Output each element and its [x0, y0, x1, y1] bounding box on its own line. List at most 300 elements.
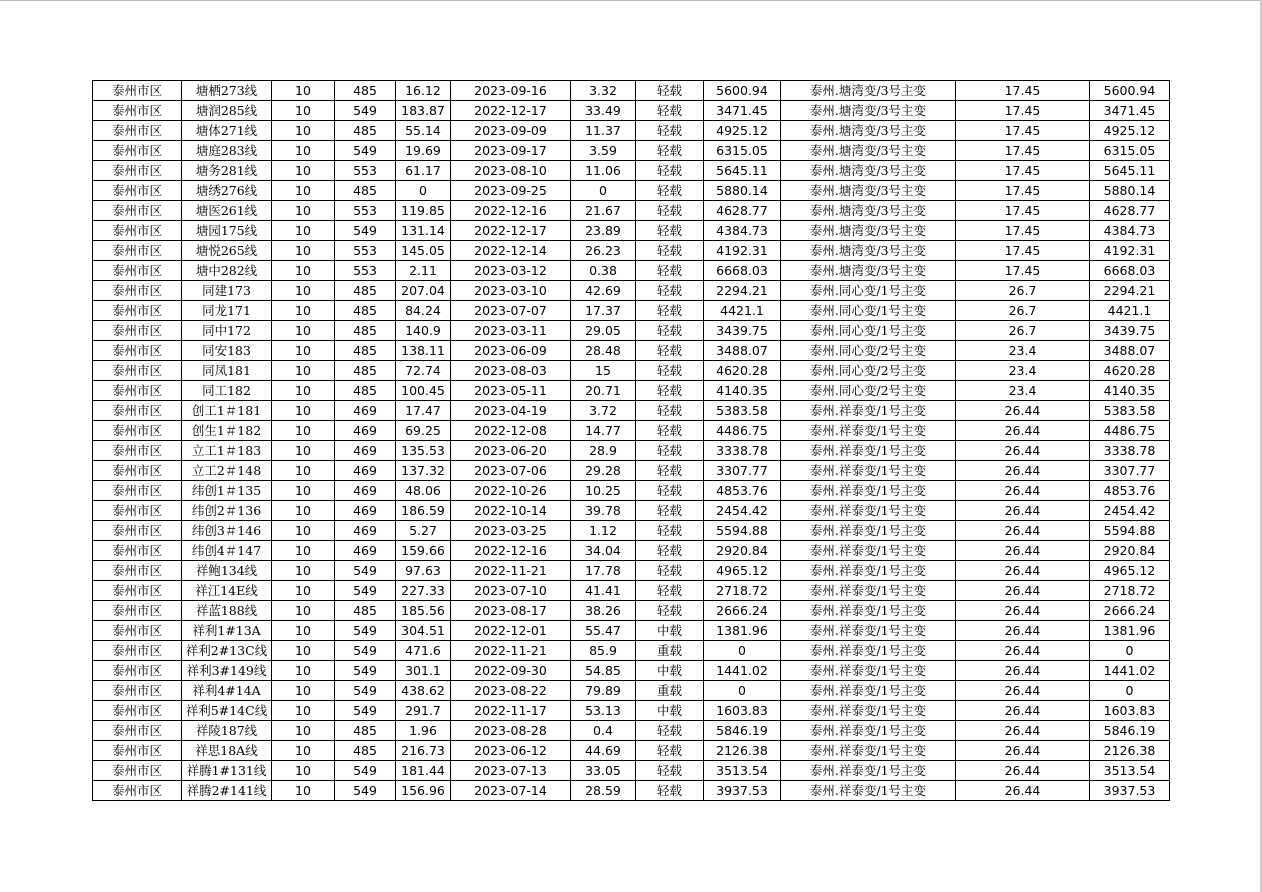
date-cell: 2023-09-16 [451, 81, 571, 101]
substation-cell: 泰州.塘湾变/3号主变 [781, 141, 956, 161]
load-status-cell: 轻载 [636, 241, 704, 261]
substation-cell: 泰州.同心变/2号主变 [781, 381, 956, 401]
available-capacity-cell: 5594.88 [704, 521, 781, 541]
table-row [93, 501, 1170, 521]
load-rate-cell: 10.25 [571, 481, 636, 501]
transformer-load-cell: 17.45 [956, 121, 1090, 141]
max-current-cell: 55.14 [396, 121, 451, 141]
transformer-load-cell: 26.44 [956, 621, 1090, 641]
area-cell: 泰州市区 [93, 521, 182, 541]
load-rate-cell: 33.49 [571, 101, 636, 121]
available-capacity-cell: 3937.53 [704, 781, 781, 801]
date-cell: 2023-07-14 [451, 781, 571, 801]
capacity-cell: 4192.31 [1090, 241, 1170, 261]
transformer-load-cell: 23.4 [956, 361, 1090, 381]
voltage-cell: 10 [272, 661, 335, 681]
max-current-cell: 5.27 [396, 521, 451, 541]
available-capacity-cell: 0 [704, 641, 781, 661]
transformer-load-cell: 23.4 [956, 381, 1090, 401]
capacity-cell: 6315.05 [1090, 141, 1170, 161]
line-name-cell: 立工1＃183 [182, 441, 272, 461]
date-cell: 2023-09-17 [451, 141, 571, 161]
load-status-cell: 轻载 [636, 261, 704, 281]
load-status-cell: 轻载 [636, 81, 704, 101]
transformer-load-cell: 26.7 [956, 281, 1090, 301]
area-cell: 泰州市区 [93, 621, 182, 641]
voltage-cell: 10 [272, 781, 335, 801]
transformer-load-cell: 26.44 [956, 561, 1090, 581]
capacity-cell: 1603.83 [1090, 701, 1170, 721]
load-rate-cell: 3.59 [571, 141, 636, 161]
table-row [93, 321, 1170, 341]
load-rate-cell: 17.37 [571, 301, 636, 321]
table-row [93, 541, 1170, 561]
load-rate-cell: 41.41 [571, 581, 636, 601]
transformer-load-cell: 17.45 [956, 101, 1090, 121]
date-cell: 2023-03-11 [451, 321, 571, 341]
available-capacity-cell: 4192.31 [704, 241, 781, 261]
load-rate-cell: 0.38 [571, 261, 636, 281]
voltage-cell: 10 [272, 381, 335, 401]
max-current-cell: 140.9 [396, 321, 451, 341]
capacity-cell: 1441.02 [1090, 661, 1170, 681]
load-rate-cell: 42.69 [571, 281, 636, 301]
substation-cell: 泰州.祥泰变/1号主变 [781, 461, 956, 481]
line-name-cell: 塘医261线 [182, 201, 272, 221]
transformer-load-cell: 17.45 [956, 141, 1090, 161]
table-row [93, 601, 1170, 621]
available-capacity-cell: 4628.77 [704, 201, 781, 221]
line-name-cell: 同工182 [182, 381, 272, 401]
load-status-cell: 轻载 [636, 581, 704, 601]
rated-current-cell: 553 [335, 161, 396, 181]
table-row [93, 521, 1170, 541]
capacity-cell: 4925.12 [1090, 121, 1170, 141]
rated-current-cell: 485 [335, 361, 396, 381]
capacity-cell: 5600.94 [1090, 81, 1170, 101]
substation-cell: 泰州.塘湾变/3号主变 [781, 101, 956, 121]
max-current-cell: 185.56 [396, 601, 451, 621]
load-rate-cell: 20.71 [571, 381, 636, 401]
load-rate-cell: 29.05 [571, 321, 636, 341]
max-current-cell: 181.44 [396, 761, 451, 781]
substation-cell: 泰州.祥泰变/1号主变 [781, 541, 956, 561]
table-row [93, 581, 1170, 601]
substation-cell: 泰州.祥泰变/1号主变 [781, 601, 956, 621]
load-rate-cell: 44.69 [571, 741, 636, 761]
load-status-cell: 轻载 [636, 761, 704, 781]
date-cell: 2023-03-10 [451, 281, 571, 301]
table-row [93, 421, 1170, 441]
rated-current-cell: 469 [335, 401, 396, 421]
substation-cell: 泰州.祥泰变/1号主变 [781, 641, 956, 661]
line-name-cell: 祥江14E线 [182, 581, 272, 601]
available-capacity-cell: 3338.78 [704, 441, 781, 461]
load-status-cell: 轻载 [636, 201, 704, 221]
max-current-cell: 159.66 [396, 541, 451, 561]
date-cell: 2022-10-14 [451, 501, 571, 521]
feeder-load-table [92, 80, 1170, 801]
table-row [93, 361, 1170, 381]
substation-cell: 泰州.塘湾变/3号主变 [781, 181, 956, 201]
load-rate-cell: 3.32 [571, 81, 636, 101]
available-capacity-cell: 1381.96 [704, 621, 781, 641]
max-current-cell: 0 [396, 181, 451, 201]
transformer-load-cell: 17.45 [956, 81, 1090, 101]
max-current-cell: 84.24 [396, 301, 451, 321]
available-capacity-cell: 3471.45 [704, 101, 781, 121]
capacity-cell: 4486.75 [1090, 421, 1170, 441]
line-name-cell: 祥利1#13A [182, 621, 272, 641]
rated-current-cell: 553 [335, 261, 396, 281]
rated-current-cell: 485 [335, 121, 396, 141]
max-current-cell: 61.17 [396, 161, 451, 181]
table-row [93, 141, 1170, 161]
rated-current-cell: 469 [335, 521, 396, 541]
max-current-cell: 2.11 [396, 261, 451, 281]
voltage-cell: 10 [272, 541, 335, 561]
load-rate-cell: 21.67 [571, 201, 636, 221]
date-cell: 2022-11-17 [451, 701, 571, 721]
rated-current-cell: 469 [335, 461, 396, 481]
substation-cell: 泰州.塘湾变/3号主变 [781, 201, 956, 221]
line-name-cell: 创工1＃181 [182, 401, 272, 421]
load-status-cell: 中载 [636, 701, 704, 721]
area-cell: 泰州市区 [93, 181, 182, 201]
max-current-cell: 227.33 [396, 581, 451, 601]
area-cell: 泰州市区 [93, 281, 182, 301]
available-capacity-cell: 3488.07 [704, 341, 781, 361]
substation-cell: 泰州.祥泰变/1号主变 [781, 621, 956, 641]
table-row [93, 241, 1170, 261]
max-current-cell: 131.14 [396, 221, 451, 241]
substation-cell: 泰州.同心变/2号主变 [781, 341, 956, 361]
load-rate-cell: 29.28 [571, 461, 636, 481]
area-cell: 泰州市区 [93, 661, 182, 681]
load-status-cell: 轻载 [636, 721, 704, 741]
date-cell: 2022-11-21 [451, 561, 571, 581]
available-capacity-cell: 2126.38 [704, 741, 781, 761]
available-capacity-cell: 2920.84 [704, 541, 781, 561]
date-cell: 2022-12-14 [451, 241, 571, 261]
voltage-cell: 10 [272, 281, 335, 301]
line-name-cell: 祥鲍134线 [182, 561, 272, 581]
line-name-cell: 塘栖273线 [182, 81, 272, 101]
capacity-cell: 5594.88 [1090, 521, 1170, 541]
voltage-cell: 10 [272, 701, 335, 721]
max-current-cell: 291.7 [396, 701, 451, 721]
transformer-load-cell: 17.45 [956, 181, 1090, 201]
rated-current-cell: 549 [335, 221, 396, 241]
max-current-cell: 1.96 [396, 721, 451, 741]
date-cell: 2023-07-07 [451, 301, 571, 321]
substation-cell: 泰州.同心变/1号主变 [781, 281, 956, 301]
available-capacity-cell: 4140.35 [704, 381, 781, 401]
max-current-cell: 304.51 [396, 621, 451, 641]
load-status-cell: 轻载 [636, 441, 704, 461]
date-cell: 2022-09-30 [451, 661, 571, 681]
load-status-cell: 轻载 [636, 221, 704, 241]
max-current-cell: 48.06 [396, 481, 451, 501]
capacity-cell: 3937.53 [1090, 781, 1170, 801]
line-name-cell: 塘中282线 [182, 261, 272, 281]
transformer-load-cell: 26.44 [956, 761, 1090, 781]
load-status-cell: 轻载 [636, 101, 704, 121]
voltage-cell: 10 [272, 621, 335, 641]
voltage-cell: 10 [272, 761, 335, 781]
date-cell: 2023-08-17 [451, 601, 571, 621]
voltage-cell: 10 [272, 181, 335, 201]
voltage-cell: 10 [272, 521, 335, 541]
area-cell: 泰州市区 [93, 361, 182, 381]
line-name-cell: 塘庭283线 [182, 141, 272, 161]
line-name-cell: 纬创4＃147 [182, 541, 272, 561]
area-cell: 泰州市区 [93, 641, 182, 661]
rated-current-cell: 549 [335, 781, 396, 801]
line-name-cell: 同龙171 [182, 301, 272, 321]
substation-cell: 泰州.同心变/2号主变 [781, 361, 956, 381]
voltage-cell: 10 [272, 721, 335, 741]
load-status-cell: 轻载 [636, 781, 704, 801]
rated-current-cell: 485 [335, 301, 396, 321]
transformer-load-cell: 17.45 [956, 261, 1090, 281]
voltage-cell: 10 [272, 261, 335, 281]
capacity-cell: 5880.14 [1090, 181, 1170, 201]
load-rate-cell: 0 [571, 181, 636, 201]
rated-current-cell: 553 [335, 241, 396, 261]
area-cell: 泰州市区 [93, 421, 182, 441]
transformer-load-cell: 17.45 [956, 241, 1090, 261]
load-status-cell: 轻载 [636, 341, 704, 361]
line-name-cell: 创生1＃182 [182, 421, 272, 441]
area-cell: 泰州市区 [93, 261, 182, 281]
area-cell: 泰州市区 [93, 141, 182, 161]
date-cell: 2023-08-22 [451, 681, 571, 701]
substation-cell: 泰州.祥泰变/1号主变 [781, 401, 956, 421]
substation-cell: 泰州.同心变/1号主变 [781, 301, 956, 321]
available-capacity-cell: 4965.12 [704, 561, 781, 581]
rated-current-cell: 485 [335, 721, 396, 741]
substation-cell: 泰州.祥泰变/1号主变 [781, 521, 956, 541]
rated-current-cell: 549 [335, 681, 396, 701]
transformer-load-cell: 26.44 [956, 441, 1090, 461]
area-cell: 泰州市区 [93, 561, 182, 581]
capacity-cell: 3439.75 [1090, 321, 1170, 341]
capacity-cell: 4140.35 [1090, 381, 1170, 401]
load-status-cell: 中载 [636, 621, 704, 641]
voltage-cell: 10 [272, 481, 335, 501]
substation-cell: 泰州.塘湾变/3号主变 [781, 81, 956, 101]
date-cell: 2023-05-11 [451, 381, 571, 401]
available-capacity-cell: 5846.19 [704, 721, 781, 741]
load-status-cell: 轻载 [636, 481, 704, 501]
available-capacity-cell: 4620.28 [704, 361, 781, 381]
load-rate-cell: 0.4 [571, 721, 636, 741]
table-row [93, 301, 1170, 321]
rated-current-cell: 549 [335, 581, 396, 601]
load-rate-cell: 23.89 [571, 221, 636, 241]
table-row [93, 781, 1170, 801]
area-cell: 泰州市区 [93, 541, 182, 561]
load-rate-cell: 3.72 [571, 401, 636, 421]
rated-current-cell: 549 [335, 101, 396, 121]
load-rate-cell: 55.47 [571, 621, 636, 641]
capacity-cell: 5383.58 [1090, 401, 1170, 421]
capacity-cell: 5645.11 [1090, 161, 1170, 181]
load-rate-cell: 15 [571, 361, 636, 381]
voltage-cell: 10 [272, 81, 335, 101]
date-cell: 2022-10-26 [451, 481, 571, 501]
date-cell: 2023-04-19 [451, 401, 571, 421]
available-capacity-cell: 5383.58 [704, 401, 781, 421]
area-cell: 泰州市区 [93, 401, 182, 421]
voltage-cell: 10 [272, 681, 335, 701]
line-name-cell: 塘润285线 [182, 101, 272, 121]
max-current-cell: 471.6 [396, 641, 451, 661]
area-cell: 泰州市区 [93, 461, 182, 481]
table-row [93, 761, 1170, 781]
load-status-cell: 轻载 [636, 321, 704, 341]
line-name-cell: 同中172 [182, 321, 272, 341]
area-cell: 泰州市区 [93, 601, 182, 621]
load-rate-cell: 11.06 [571, 161, 636, 181]
substation-cell: 泰州.祥泰变/1号主变 [781, 581, 956, 601]
max-current-cell: 301.1 [396, 661, 451, 681]
max-current-cell: 138.11 [396, 341, 451, 361]
available-capacity-cell: 3307.77 [704, 461, 781, 481]
line-name-cell: 祥陵187线 [182, 721, 272, 741]
rated-current-cell: 549 [335, 661, 396, 681]
available-capacity-cell: 4384.73 [704, 221, 781, 241]
capacity-cell: 4421.1 [1090, 301, 1170, 321]
table-row [93, 641, 1170, 661]
available-capacity-cell: 3513.54 [704, 761, 781, 781]
line-name-cell: 纬创3＃146 [182, 521, 272, 541]
load-status-cell: 重载 [636, 681, 704, 701]
substation-cell: 泰州.祥泰变/1号主变 [781, 441, 956, 461]
date-cell: 2023-08-28 [451, 721, 571, 741]
capacity-cell: 4620.28 [1090, 361, 1170, 381]
available-capacity-cell: 2294.21 [704, 281, 781, 301]
table-row [93, 681, 1170, 701]
line-name-cell: 同凤181 [182, 361, 272, 381]
load-status-cell: 轻载 [636, 281, 704, 301]
max-current-cell: 156.96 [396, 781, 451, 801]
transformer-load-cell: 26.44 [956, 541, 1090, 561]
voltage-cell: 10 [272, 741, 335, 761]
load-status-cell: 轻载 [636, 741, 704, 761]
transformer-load-cell: 26.7 [956, 301, 1090, 321]
transformer-load-cell: 26.44 [956, 741, 1090, 761]
transformer-load-cell: 23.4 [956, 341, 1090, 361]
load-status-cell: 轻载 [636, 361, 704, 381]
date-cell: 2023-06-20 [451, 441, 571, 461]
table-row [93, 101, 1170, 121]
date-cell: 2023-07-06 [451, 461, 571, 481]
line-name-cell: 祥利5#14C线 [182, 701, 272, 721]
available-capacity-cell: 5645.11 [704, 161, 781, 181]
capacity-cell: 3338.78 [1090, 441, 1170, 461]
load-status-cell: 轻载 [636, 561, 704, 581]
load-status-cell: 轻载 [636, 421, 704, 441]
rated-current-cell: 485 [335, 81, 396, 101]
max-current-cell: 100.45 [396, 381, 451, 401]
max-current-cell: 17.47 [396, 401, 451, 421]
rated-current-cell: 485 [335, 341, 396, 361]
date-cell: 2023-07-10 [451, 581, 571, 601]
line-name-cell: 祥腾1#131线 [182, 761, 272, 781]
area-cell: 泰州市区 [93, 721, 182, 741]
load-status-cell: 轻载 [636, 521, 704, 541]
voltage-cell: 10 [272, 141, 335, 161]
date-cell: 2022-12-01 [451, 621, 571, 641]
table-row [93, 181, 1170, 201]
capacity-cell: 0 [1090, 641, 1170, 661]
available-capacity-cell: 6668.03 [704, 261, 781, 281]
table-row [93, 441, 1170, 461]
substation-cell: 泰州.祥泰变/1号主变 [781, 561, 956, 581]
substation-cell: 泰州.塘湾变/3号主变 [781, 121, 956, 141]
available-capacity-cell: 1441.02 [704, 661, 781, 681]
transformer-load-cell: 26.44 [956, 401, 1090, 421]
table-row [93, 721, 1170, 741]
table-row [93, 661, 1170, 681]
substation-cell: 泰州.塘湾变/3号主变 [781, 241, 956, 261]
capacity-cell: 1381.96 [1090, 621, 1170, 641]
date-cell: 2023-07-13 [451, 761, 571, 781]
load-status-cell: 轻载 [636, 381, 704, 401]
line-name-cell: 祥利2#13C线 [182, 641, 272, 661]
voltage-cell: 10 [272, 601, 335, 621]
max-current-cell: 135.53 [396, 441, 451, 461]
available-capacity-cell: 4853.76 [704, 481, 781, 501]
capacity-cell: 3488.07 [1090, 341, 1170, 361]
line-name-cell: 祥利3#149线 [182, 661, 272, 681]
date-cell: 2022-12-16 [451, 201, 571, 221]
line-name-cell: 立工2＃148 [182, 461, 272, 481]
max-current-cell: 137.32 [396, 461, 451, 481]
available-capacity-cell: 3439.75 [704, 321, 781, 341]
voltage-cell: 10 [272, 321, 335, 341]
rated-current-cell: 485 [335, 181, 396, 201]
transformer-load-cell: 26.44 [956, 601, 1090, 621]
rated-current-cell: 549 [335, 141, 396, 161]
date-cell: 2022-12-08 [451, 421, 571, 441]
transformer-load-cell: 26.44 [956, 641, 1090, 661]
line-name-cell: 塘绣276线 [182, 181, 272, 201]
line-name-cell: 纬创1＃135 [182, 481, 272, 501]
max-current-cell: 207.04 [396, 281, 451, 301]
voltage-cell: 10 [272, 301, 335, 321]
load-status-cell: 重载 [636, 641, 704, 661]
area-cell: 泰州市区 [93, 201, 182, 221]
voltage-cell: 10 [272, 401, 335, 421]
capacity-cell: 2920.84 [1090, 541, 1170, 561]
table-row [93, 741, 1170, 761]
available-capacity-cell: 4421.1 [704, 301, 781, 321]
transformer-load-cell: 26.44 [956, 461, 1090, 481]
load-status-cell: 轻载 [636, 301, 704, 321]
area-cell: 泰州市区 [93, 221, 182, 241]
rated-current-cell: 469 [335, 501, 396, 521]
table-row [93, 281, 1170, 301]
capacity-cell: 3307.77 [1090, 461, 1170, 481]
rated-current-cell: 469 [335, 541, 396, 561]
transformer-load-cell: 26.44 [956, 521, 1090, 541]
transformer-load-cell: 26.44 [956, 721, 1090, 741]
available-capacity-cell: 2454.42 [704, 501, 781, 521]
rated-current-cell: 485 [335, 601, 396, 621]
